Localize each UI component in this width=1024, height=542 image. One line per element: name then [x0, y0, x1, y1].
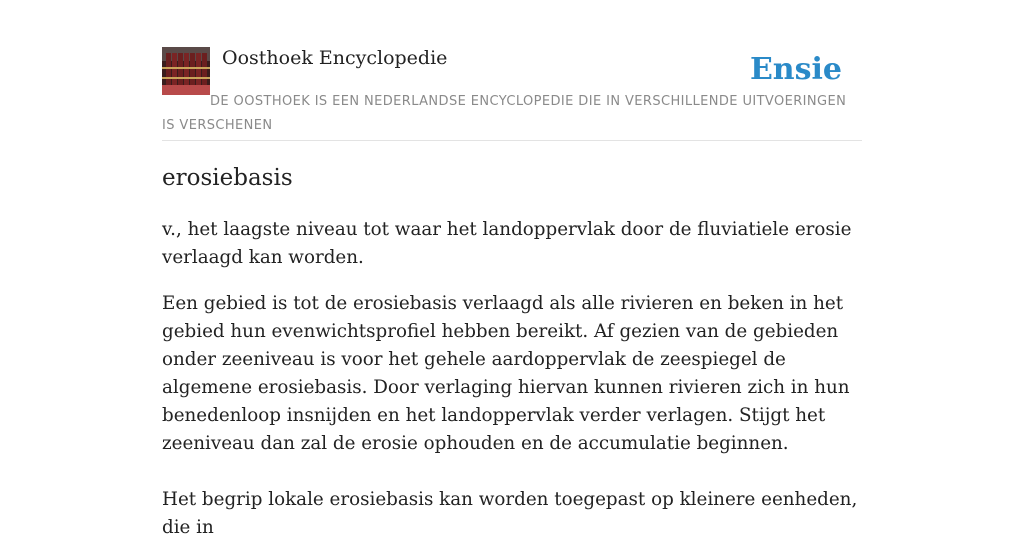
body-paragraph: Een gebied is tot de erosiebasis verlaagd als alle rivieren en beken in het gebied hun evenwichtsprofiel hebben bereikt. Af gezien van de gebieden onder zeeniveau is voor het gehele aardoppervlak de zeespiegel de algemene erosiebasis. Door verlaging hiervan kunnen rivieren zich in hun benedenloop insnijden en het landoppervlak verder verlagen. Stijgt het zeeniveau dan zal de erosie ophouden en de accumulatie beginnen. — [162, 293, 850, 454]
page-title: erosiebasis — [162, 165, 293, 191]
site-tagline: DE OOSTHOEK IS EEN NEDERLANDSE ENCYCLOPEDIE DIE IN VERSCHILLENDE UITVOERINGEN IS VERSCHENEN — [162, 94, 847, 133]
site-header — [162, 46, 862, 141]
article — [162, 160, 862, 542]
site-name[interactable]: Oosthoek Encyclopedie — [222, 47, 448, 69]
body-paragraph: Het begrip lokale erosiebasis kan worden toegepast op kleinere eenheden, die in — [162, 489, 858, 538]
definition-paragraph: v., het laagste niveau tot waar het landoppervlak door de fluviatiele erosie verlaagd kan worden. — [162, 219, 852, 268]
encyclopedia-books-icon[interactable] — [162, 47, 210, 95]
brand-logo[interactable]: Ensie — [749, 52, 842, 87]
